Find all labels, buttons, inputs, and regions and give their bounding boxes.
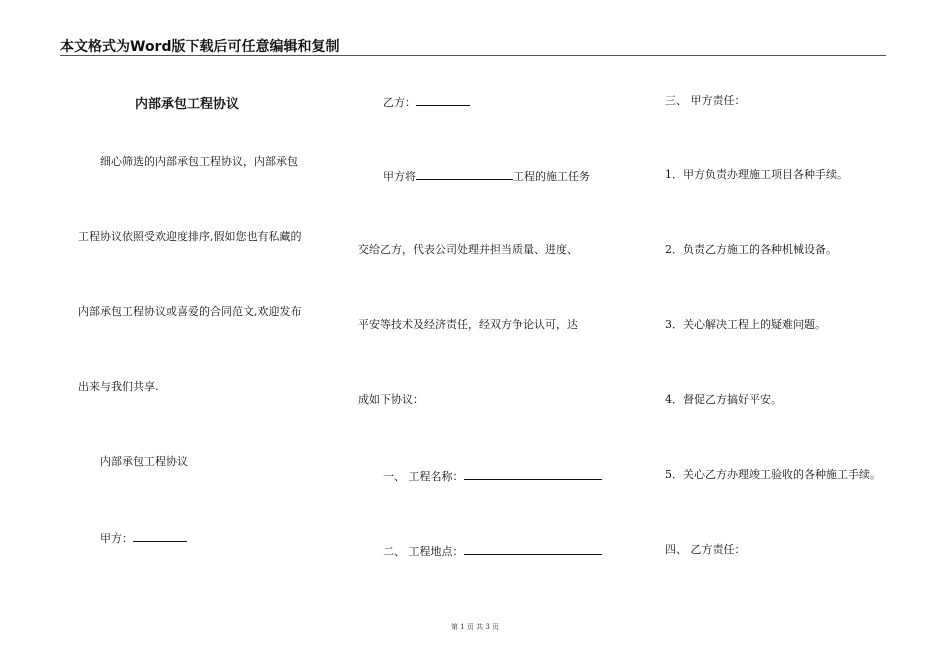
- intro-line-1: 细心筛选的内部承包工程协议，内部承包: [100, 155, 298, 168]
- duty-item-5: 5．关心乙方办理竣工验收的各种施工手续。: [665, 468, 881, 481]
- project-name-field-blank: [464, 468, 602, 480]
- party-b-blank: [416, 94, 470, 106]
- task-line: [383, 168, 590, 184]
- project-name-blank: [416, 168, 513, 180]
- clause-line-2: 平安等技术及经济责任，经双方争论认可，达: [358, 318, 578, 331]
- project-location-field: [383, 543, 602, 559]
- page-number: 第 1 页 共 3 页: [450, 623, 500, 631]
- document-title: 内部承包工程协议: [135, 97, 240, 112]
- intro-line-3: 内部承包工程协议或喜爱的合同范文,欢迎发布: [78, 305, 302, 318]
- intro-line-4: 出来与我们共享.: [78, 380, 159, 393]
- party-b-label: 乙方：: [383, 96, 416, 109]
- header-text: 本文格式为Word版下载后可任意编辑和复制: [60, 39, 340, 55]
- project-name-field: [383, 468, 602, 484]
- party-a-label: 甲方：: [100, 532, 133, 545]
- party-a-blank: [133, 530, 187, 542]
- clause-line-3: 成如下协议：: [358, 393, 424, 406]
- intro-line-2: 工程协议依照受欢迎度排序,假如您也有私藏的: [78, 230, 302, 243]
- party-a-field: [100, 530, 187, 546]
- duty-item-3: 3．关心解决工程上的疑难问题。: [665, 318, 826, 331]
- task-suffix: 工程的施工任务: [513, 170, 590, 183]
- project-name-label: 一、 工程名称：: [383, 470, 464, 483]
- duty-item-2: 2．负责乙方施工的各种机械设备。: [665, 243, 837, 256]
- project-location-label: 二、 工程地点：: [383, 545, 464, 558]
- duty-item-1: 1．甲方负责办理施工项目各种手续。: [665, 168, 848, 181]
- duty-item-4: 4．督促乙方搞好平安。: [665, 393, 782, 406]
- agreement-subtitle: 内部承包工程协议: [100, 455, 188, 468]
- project-location-blank: [464, 543, 602, 555]
- task-prefix: 甲方将: [383, 170, 416, 183]
- section-party-a-duties: 三、 甲方责任：: [665, 94, 746, 107]
- clause-line-1: 交给乙方，代表公司处理并担当质量、进度、: [358, 243, 578, 256]
- party-b-field: [383, 94, 470, 110]
- section-party-b-duties: 四、 乙方责任：: [665, 543, 746, 556]
- document-header: [60, 33, 886, 56]
